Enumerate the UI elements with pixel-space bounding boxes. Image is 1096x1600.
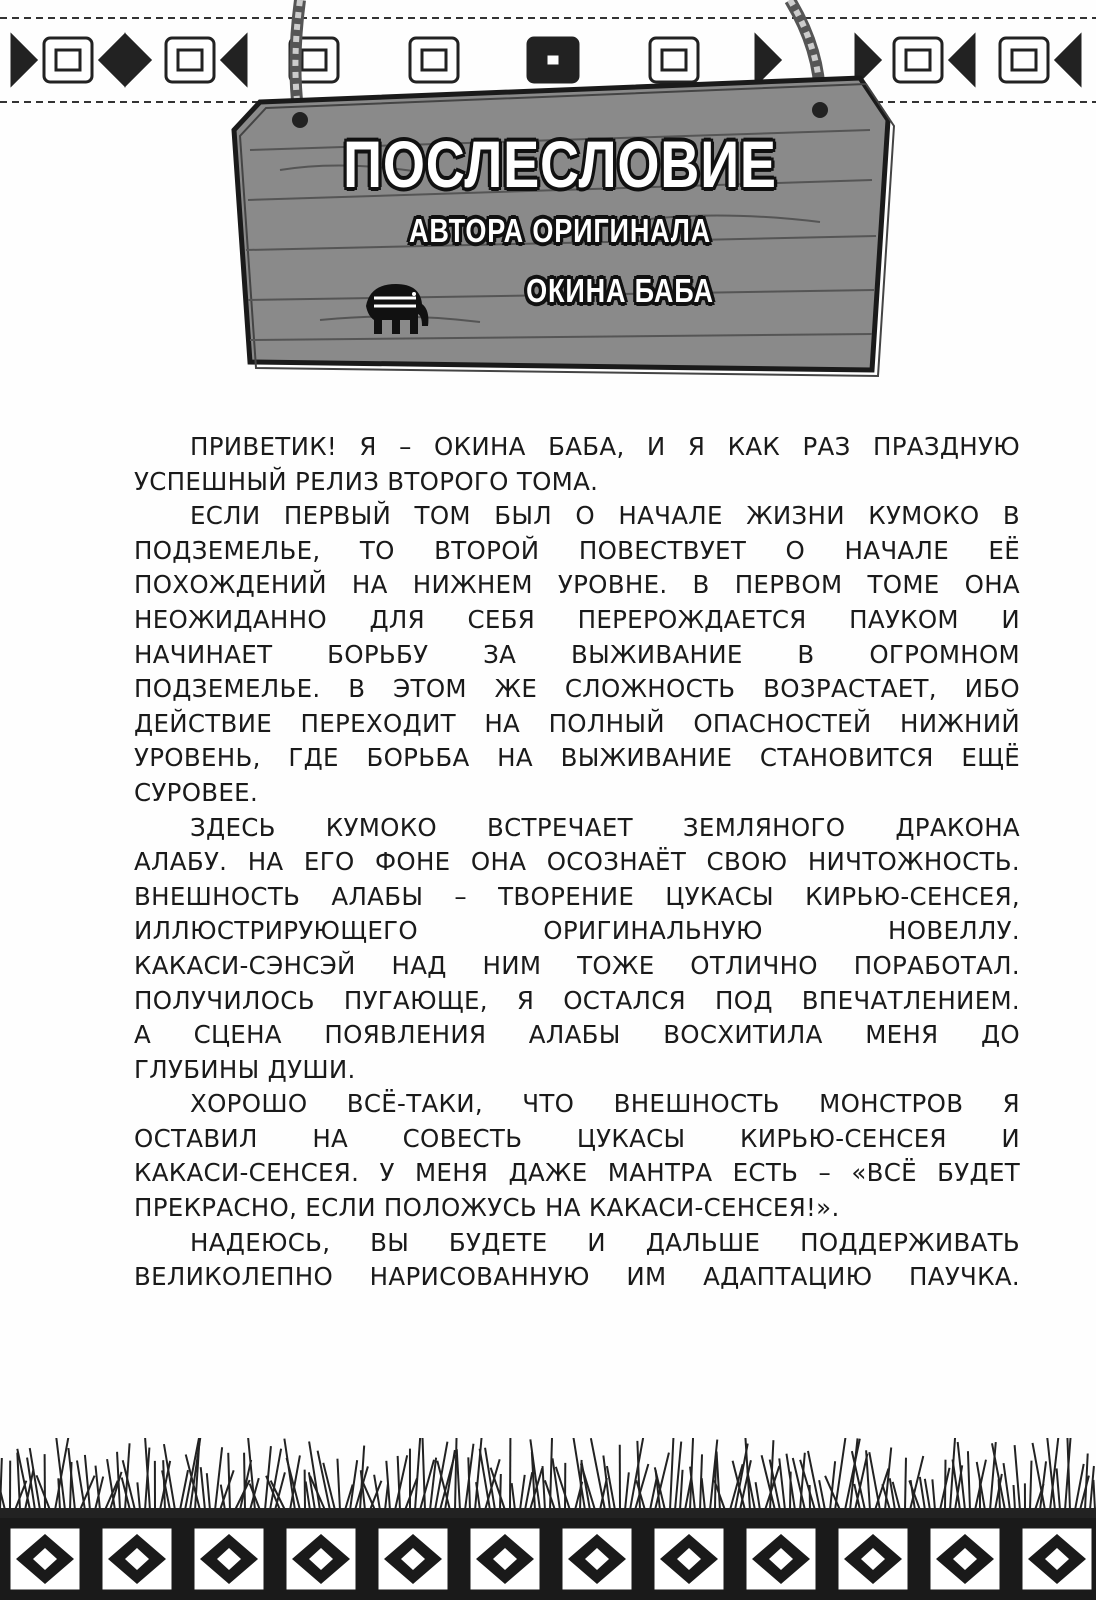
grass-blade (830, 1461, 835, 1510)
text-line: ИЛЛЮСТРИРУЮЩЕГО ОРИГИНАЛЬНУЮ НОВЕЛЛУ. (134, 916, 1020, 946)
text-line: АЛАБУ. НА ЕГО ФОНЕ ОНА ОСОЗНАЁТ СВОЮ НИЧТОЖНОСТЬ. (134, 847, 1020, 877)
grass-blade (457, 1449, 460, 1510)
paragraph (78, 1226, 1020, 1295)
grass-blade (398, 1456, 400, 1510)
grass-blade (756, 1482, 760, 1510)
grass-blade (0, 1458, 2, 1510)
text-line: ПОЛУЧИЛОСЬ ПУГАЮЩЕ, Я ОСТАЛСЯ ПОД ВПЕЧАТЛЕНИЕМ. (134, 985, 1020, 1015)
grass-blade (512, 1483, 515, 1510)
text-line: НАЧИНАЕТ БОРЬБУ ЗА ВЫЖИВАНИЕ В ОГРОМНОМ (134, 639, 1020, 669)
grass-blade (680, 1470, 683, 1510)
grass-blade (207, 1473, 210, 1510)
text-line: ОСТАВИЛ НА СОВЕСТЬ ЦУКАСЫ КИРЬЮ-СЕНСЕЯ И (134, 1123, 1020, 1153)
sign-subtitle: АВТОРА ОРИГИНАЛА (408, 212, 712, 249)
grass-blade (543, 1466, 545, 1510)
grass-blade (968, 1451, 970, 1510)
text-line: ПОДЗЕМЕЛЬЕ. В ЭТОМ ЖЕ СЛОЖНОСТЬ ВОЗРАСТАЕТ, ИБО (134, 674, 1020, 704)
text-line: УРОВЕНЬ, ГДЕ БОРЬБА НА ВЫЖИВАНИЕ СТАНОВИТСЯ ЕЩЁ (134, 743, 1020, 773)
text-line: СУРОВЕЕ. (134, 777, 259, 807)
text-line: ГЛУБИНЫ ДУШИ. (134, 1054, 356, 1084)
grass-blade (992, 1443, 1005, 1510)
text-line: ПРИВЕТИК! Я – ОКИНА БАБА, И Я КАК РАЗ ПРАЗДНУЮ (190, 432, 1020, 461)
paragraph (78, 430, 1020, 499)
grass-blade (1057, 1468, 1060, 1510)
grass-blade (702, 1478, 705, 1510)
text-line: УСПЕШНЫЙ РЕЛИЗ ВТОРОГО ТОМА. (134, 466, 599, 496)
grass-blade (925, 1479, 930, 1510)
grass-blade (445, 1450, 455, 1510)
grass-blade (1085, 1453, 1088, 1510)
text-line: ВНЕШНОСТЬ АЛАБЫ – ТВОРЕНИЕ ЦУКАСЫ КИРЬЮ-СЕНСЕЯ, (134, 881, 1020, 911)
grass-blade (228, 1453, 230, 1510)
grass-blade (1014, 1485, 1015, 1510)
text-line: ЕСЛИ ПЕРВЫЙ ТОМ БЫЛ О НАЧАЛЕ ЖИЗНИ КУМОКО В (190, 501, 1020, 531)
grass-blade (920, 1477, 925, 1510)
grass-blade (1030, 1461, 1031, 1510)
grass-blade (337, 1459, 340, 1510)
grass-blade (855, 1454, 867, 1510)
grass-blade (905, 1458, 906, 1510)
bottom-ornament-border (0, 1518, 1096, 1600)
text-line: ДЕЙСТВИЕ ПЕРЕХОДИТ НА ПОЛНЫЙ ОПАСНОСТЕЙ НИЖНИЙ (134, 708, 1020, 738)
paragraph (78, 499, 1020, 810)
grass-blade (556, 1467, 570, 1510)
grass-blade (415, 1438, 420, 1510)
grass-blade (932, 1479, 935, 1510)
text-line: НАДЕЮСЬ, ВЫ БУДЕТЕ И ДАЛЬШЕ ПОДДЕРЖИВАТЬ (190, 1227, 1020, 1257)
grass-blade (591, 1438, 605, 1510)
sign-title: ПОСЛЕСЛОВИЕ (343, 127, 777, 201)
paragraph (78, 1087, 1020, 1225)
grass-blade (201, 1467, 205, 1510)
grass-blade (520, 1475, 525, 1510)
grass-blade (480, 1449, 490, 1510)
grass-blade (866, 1450, 870, 1510)
text-line: ПОДЗЕМЕЛЬЕ, ТО ВТОРОЙ ПОВЕСТВУЕТ О НАЧАЛЕ ЕЁ (134, 535, 1020, 565)
grass-blade (869, 1452, 880, 1510)
grass-blade (137, 1482, 140, 1510)
grass-blade (500, 1474, 501, 1510)
grass-blade (284, 1439, 295, 1510)
grass-blade (244, 1453, 245, 1510)
text-line: НЕОЖИДАННО ДЛЯ СЕБЯ ПЕРЕРОЖДАЕТСЯ ПАУКОМ И (134, 604, 1020, 634)
sign-author: ОКИНА БАБА (526, 272, 714, 309)
text-line: ПОХОЖДЕНИЙ НА НИЖНЕМ УРОВНЕ. В ПЕРВОМ ТОМЕ ОНА (134, 570, 1020, 600)
grass-blade (455, 1438, 457, 1510)
grass-blade (306, 1481, 310, 1510)
grass-blade (77, 1460, 85, 1510)
grass-blade (1093, 1480, 1095, 1510)
text-line: ХОРОШО ВСЁ-ТАКИ, ЧТО ВНЕШНОСТЬ МОНСТРОВ Я (190, 1089, 1020, 1119)
grass-blade (625, 1472, 629, 1510)
grass-blade (491, 1468, 505, 1510)
grass-blade (717, 1451, 720, 1510)
grass-blade (374, 1475, 380, 1510)
grass-blade (266, 1476, 280, 1510)
grass-blade (350, 1460, 357, 1510)
grass-blade (553, 1458, 560, 1510)
wooden-sign (220, 0, 900, 400)
text-line: ВЕЛИКОЛЕПНО НАРИСОВАННУЮ ИМ АДАПТАЦИЮ ПАУЧКА. (134, 1262, 1020, 1292)
grass-blade (215, 1447, 222, 1510)
text-line: КАКАСИ-СЭНСЭЙ НАД НИМ ТОЖЕ ОТЛИЧНО ПОРАБОТАЛ. (134, 950, 1020, 980)
grass-blade (85, 1455, 90, 1510)
text-line: КАКАСИ-СЕНСЕЯ. У МЕНЯ ДАЖЕ МАНТРА ЕСТЬ – «ВСЁ БУДЕТ (134, 1158, 1020, 1188)
grass-blade (395, 1455, 407, 1510)
afterword-text (78, 430, 1020, 1295)
grass-blade (670, 1438, 674, 1510)
grass-blade (835, 1438, 846, 1510)
paragraph (78, 811, 1020, 1088)
text-line: ЗДЕСЬ КУМОКО ВСТРЕЧАЕТ ЗЕМЛЯНОГО ДРАКОНА (190, 812, 1020, 842)
text-line: А СЦЕНА ПОЯВЛЕНИЯ АЛАБЫ ВОСХИТИЛА МЕНЯ ДО (134, 1020, 1020, 1050)
text-line: ПРЕКРАСНО, ЕСЛИ ПОЛОЖУСЬ НА КАКАСИ-СЕНСЕЯ!». (134, 1193, 840, 1223)
grass-blade (779, 1458, 785, 1510)
grass-decoration (0, 1438, 1096, 1520)
